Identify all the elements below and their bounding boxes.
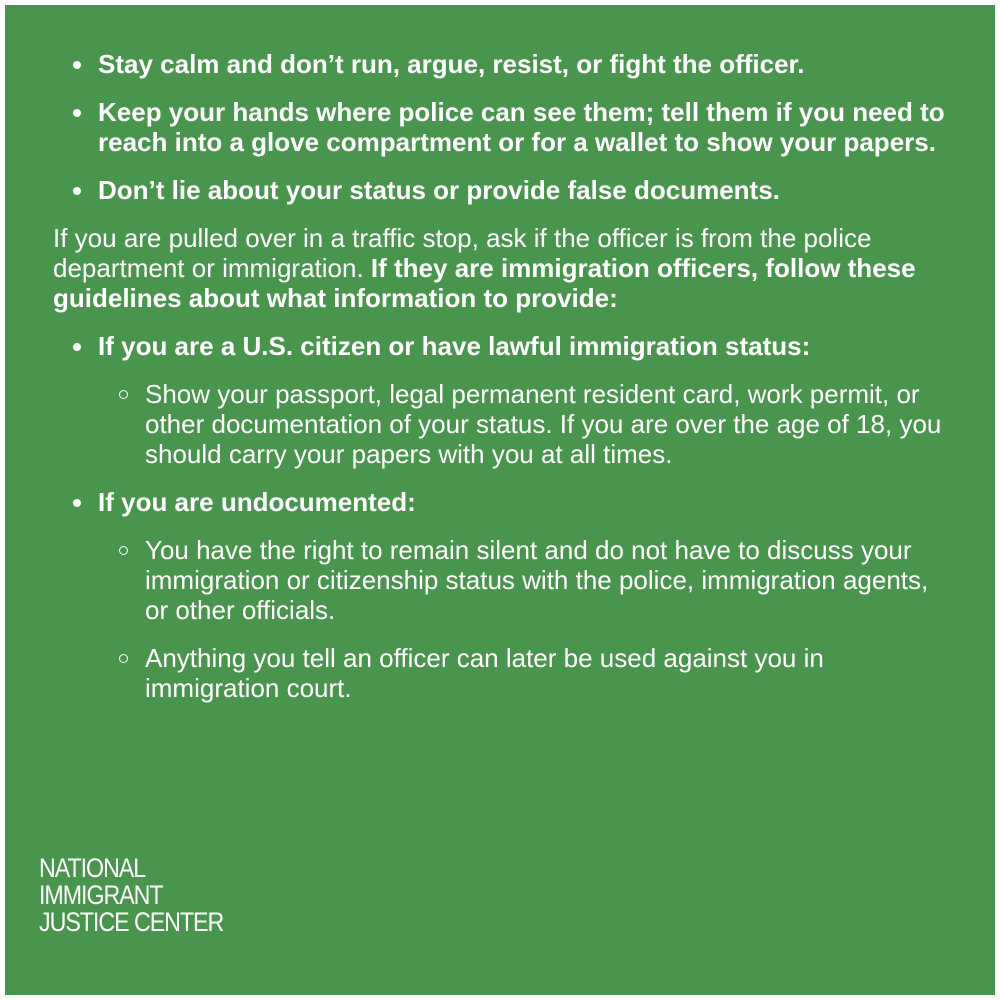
bullet-dot-icon [73, 61, 81, 69]
traffic-stop-paragraph [53, 223, 953, 313]
bullet-dot-icon [73, 109, 81, 117]
circle-bullet-icon [119, 546, 128, 555]
sub-bullet-remain-silent [53, 535, 953, 625]
bullet-text: Don’t lie about your status or provide false documents. [98, 175, 780, 205]
bullet-stay-calm [53, 49, 953, 79]
circle-bullet-icon [119, 654, 128, 663]
bullet-dot-icon [73, 187, 81, 195]
nijc-logo [39, 855, 223, 936]
sub-bullet-text: Anything you tell an officer can later be used against you in immigration court. [145, 643, 824, 703]
bullet-undocumented-heading [53, 487, 953, 517]
bullet-dont-lie [53, 175, 953, 205]
paragraph-bold-text: If they are immigration officers, follow these guidelines about what information to provide: [53, 253, 916, 313]
bullet-text: If you are undocumented: [98, 487, 416, 517]
bullet-citizen-heading [53, 331, 953, 361]
logo-line-1: NATIONAL [39, 853, 146, 883]
sub-bullet-show-documents [53, 379, 953, 469]
content-area [53, 49, 953, 721]
sub-bullet-text: Show your passport, legal permanent resident card, work permit, or other documentation of your status. If you are over the age of 18, you should carry your papers with you at all times. [145, 379, 942, 469]
bullet-dot-icon [73, 499, 81, 507]
sub-bullet-text: You have the right to remain silent and do not have to discuss your immigration or citizenship status with the police, immigration agents, or other officials. [145, 535, 929, 625]
sub-bullet-used-against-you [53, 643, 953, 703]
bullet-text: Keep your hands where police can see them; tell them if you need to reach into a glove compartment or for a wallet to show your papers. [98, 97, 945, 157]
paragraph-normal-text: If you are pulled over in a traffic stop, ask if the officer is from the police department or immigration. [53, 223, 872, 283]
bullet-text: Stay calm and don’t run, argue, resist, or fight the officer. [98, 49, 805, 79]
bullet-keep-hands-visible [53, 97, 953, 157]
logo-line-3: JUSTICE CENTER [39, 907, 224, 937]
circle-bullet-icon [119, 390, 128, 399]
bullet-text: If you are a U.S. citizen or have lawful immigration status: [98, 331, 811, 361]
bullet-dot-icon [73, 343, 81, 351]
logo-line-2: IMMIGRANT [39, 880, 163, 910]
info-card [5, 5, 995, 995]
